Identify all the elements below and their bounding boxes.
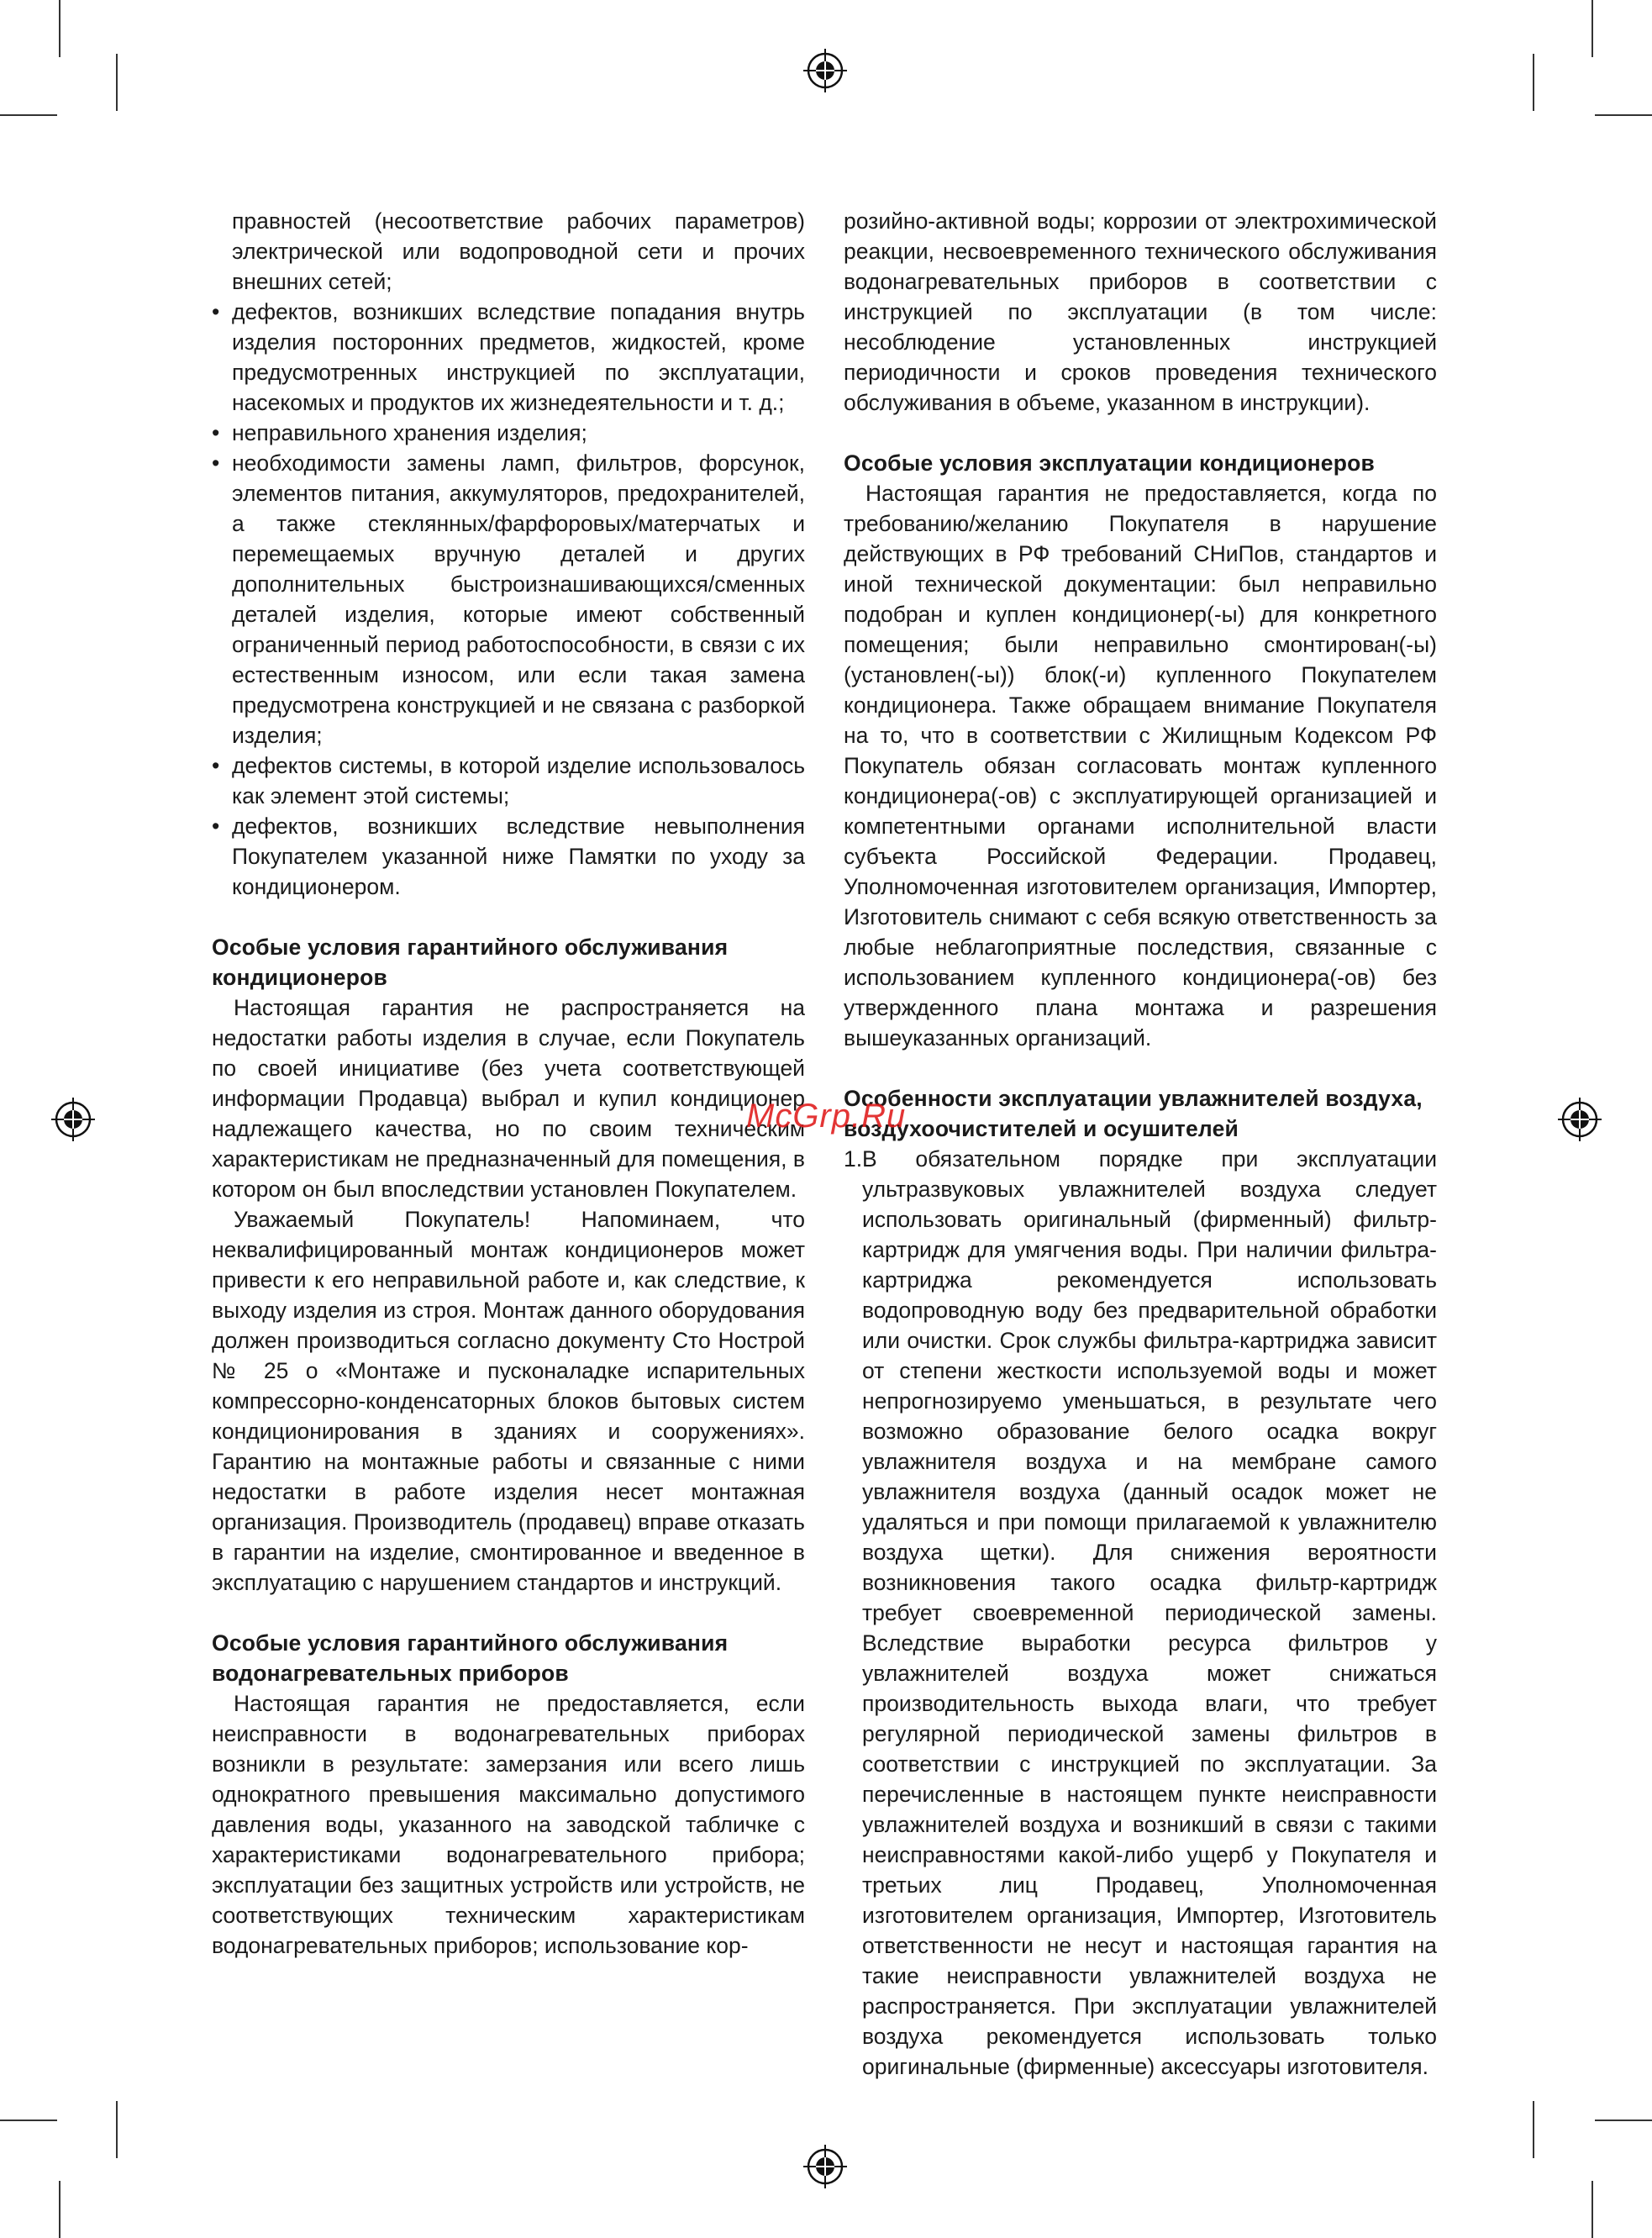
crop-mark-bottom-right-h xyxy=(1595,2120,1652,2121)
crop-mark-top-right-h xyxy=(1595,114,1652,116)
registration-mark-bottom-icon xyxy=(802,2144,848,2189)
list-item: • необходимости замены ламп, фильтров, форсунок, элементов питания, аккумуляторов, предохранителей, а также стеклянных/фарфоровых/матерчатых и перемещаемых вручную деталей и других дополнительных быстроизнашивающихся/сменных деталей изделия, которые имеют собственный ограниченный период работоспособности, в связи с их естественным износом, или если такая замена предусмотрена конструкцией и не связана с разборкой изделия; xyxy=(212,448,805,750)
section-heading-humidifiers: Особенности эксплуатации увлажнителей воздуха, воздухоочистителей и осушителей xyxy=(844,1086,1423,1141)
section-heading-ac-warranty: Особые условия гарантийного обслуживания кондиционеров xyxy=(212,935,729,990)
crop-mark-top-left-v xyxy=(59,0,61,57)
watermark: McGrp.Ru xyxy=(746,1098,907,1135)
crop-mark-top-right-v2 xyxy=(1533,54,1534,111)
humidifier-list xyxy=(844,1144,1437,2082)
defects-list xyxy=(212,297,805,902)
list-item-text: В обязательном порядке при эксплуатации ультразвуковых увлажнителей воздуха следует использовать оригинальный (фирменный) фильтр-картридж для умягчения воды. При наличии фильтра-картриджа рекомендуется использовать водопроводную воду без предварительной обработки или очистки. Срок службы фильтра-картриджа зависит от степени жесткости используемой воды и может непрогнозируемо уменьшаться, в результате чего возможно образование белого осадка вокруг увлажнителя воздуха и на мембране самого увлажнителя воздуха (данный осадок может не удаляться и при помощи прилагаемой к увлажнителю воздуха щетки). Для снижения вероятности возникновения такого осадка фильтр-картридж требует своевременной периодической замены. Вследствие выработки ресурса фильтров у увлажнителей воздуха может снижаться производительность выхода влаги, что требует регулярной периодической замены фильтров в соответствии с инструкцией по эксплуатации. За перечисленные в настоящем пункте неисправности увлажнителей воздуха и возникший в связи с такими неисправностями какой-либо ущерб у Покупателя и третьих лиц Продавец, Уполномоченная изготовителем организация, Импортер, Изготовитель ответственности не несут и настоящая гарантия на такие неисправности увлажнителей воздуха не распространяется. При эксплуатации увлажнителей воздуха рекомендуется использовать только оригинальные (фирменные) аксессуары изготовителя. xyxy=(862,1146,1437,2079)
list-item: • неправильного хранения изделия; xyxy=(212,418,805,448)
left-continued-text: правностей (несоответствие рабочих параметров) электрической или водопроводной сети и прочих внешних сетей; xyxy=(232,208,805,294)
crop-mark-bottom-left-h xyxy=(0,2120,57,2121)
list-item: • дефектов, возникших вследствие попадания внутрь изделия посторонних предметов, жидкостей, кроме предусмотренных инструкцией по эксплуатации, насекомых и продуктов их жизнедеятельности и т. д.; xyxy=(212,297,805,418)
section-heading-water-heaters: Особые условия гарантийного обслуживания водонагревательных приборов xyxy=(212,1630,729,1686)
registration-mark-right-icon xyxy=(1557,1097,1602,1142)
crop-mark-top-left-h xyxy=(0,114,57,116)
left-column xyxy=(212,206,805,1961)
list-item xyxy=(844,1144,1437,2082)
section-heading-ac-operation: Особые условия эксплуатации кондиционеров xyxy=(844,450,1375,476)
crop-mark-bottom-right-v2 xyxy=(1533,2101,1534,2158)
paragraph: Настоящая гарантия не распространяется на недостатки работы изделия в случае, если Покупатель по своей инициативе (без учета соответствующей информации Продавца) выбрал и купил кондиционер надлежащего качества, но по своим техническим характеристикам не предназначенный для помещения, в котором он был впоследствии установлен Покупателем. xyxy=(212,995,805,1202)
crop-mark-top-right-v xyxy=(1591,0,1593,57)
right-column xyxy=(844,206,1437,2082)
registration-mark-top-icon xyxy=(802,48,848,93)
list-item-number: 1. xyxy=(844,1146,863,1172)
crop-mark-top-left-v2 xyxy=(116,54,118,111)
crop-mark-bottom-left-v xyxy=(59,2181,61,2238)
registration-mark-left-icon xyxy=(50,1097,96,1142)
crop-mark-bottom-right-v xyxy=(1591,2181,1593,2238)
paragraph: Уважаемый Покупатель! Напоминаем, что неквалифицированный монтаж кондиционеров может привести к его неправильной работе и, как следствие, к выходу изделия из строя. Монтаж данного оборудования должен производиться согласно документу Сто Нострой № 25 о «Монтаже и пусконаладке испарительных компрессорно-конденсаторных блоков бытовых систем кондиционирования в зданиях и сооружениях». Гарантию на монтажные работы и связанные с ними недостатки в работе изделия несет монтажная организация. Производитель (продавец) вправе отказать в гарантии на изделие, смонтированное и введенное в эксплуатацию с нарушением стандартов и инструкций. xyxy=(212,1207,805,1595)
paragraph: Настоящая гарантия не предоставляется, когда по требованию/желанию Покупателя в нарушение действующих в РФ требований СНиПов, стандартов и иной технической документации: был неправильно подобран и куплен кондиционер(-ы) для конкретного помещения; были неправильно смонтирован(-ы) (установлен(-ы)) блок(-и) купленного Покупателем кондиционера. Также обращаем внимание Покупателя на то, что в соответствии с Жилищным Кодексом РФ Покупатель обязан согласовать монтаж купленного кондиционера(-ов) с эксплуатирующей организацией и компетентными органами исполнительной власти субъекта Российской Федерации. Продавец, Уполномоченная изготовителем организация, Импортер, Изготовитель снимают с себя всякую ответственность за любые неблагоприятные последствия, связанные с использованием купленного кондиционера(-ов) без утвержденного плана монтажа и разрешения вышеуказанных организаций. xyxy=(844,481,1437,1051)
paragraph: Настоящая гарантия не предоставляется, если неисправности в водонагревательных приборах возникли в результате: замерзания или всего лишь однократного превышения максимально допустимого давления воды, указанного на заводской табличке с характеристиками водонагревательного прибора; эксплуатации без защитных устройств или устройств, не соответствующих техническим характеристикам водонагревательных приборов; использование кор- xyxy=(212,1691,805,1958)
list-item: • дефектов, возникших вследствие невыполнения Покупателем указанной ниже Памятки по уходу за кондиционером. xyxy=(212,811,805,902)
crop-mark-bottom-left-v2 xyxy=(116,2101,118,2158)
list-item: • дефектов системы, в которой изделие использовалось как элемент этой системы; xyxy=(212,750,805,811)
right-continued-text: розийно-активной воды; коррозии от электрохимической реакции, несвоевременного технического обслуживания водонагревательных приборов в соответствии с инструкцией по эксплуатации (в том числе: несоблюдение установленных инструкцией периодичности и сроков проведения технического обслуживания в объеме, указанном в инструкции). xyxy=(844,208,1437,415)
